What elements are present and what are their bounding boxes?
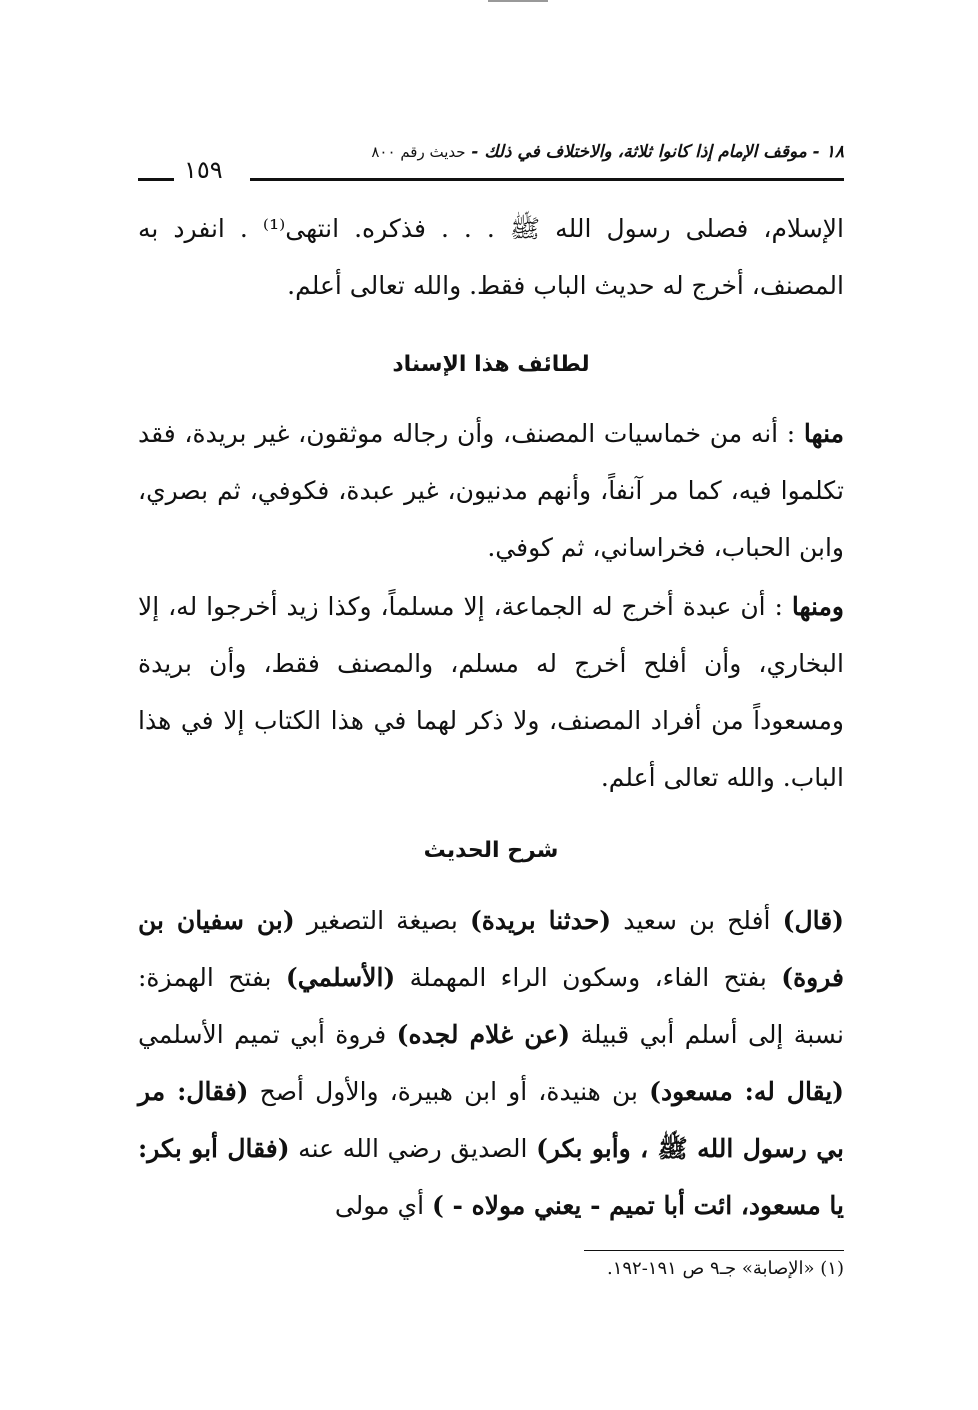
commentary: أي مولى: [334, 1191, 432, 1220]
commentary: بفتح الهمزة: نسبة إلى أسلم أبي قبيلة: [138, 963, 844, 1049]
header-rule-short: [138, 178, 174, 181]
commentary: بصيغة التصغير: [294, 906, 470, 935]
page-header: [138, 138, 844, 188]
hadith-number: حديث رقم ٨٠٠: [371, 143, 466, 161]
quoted-phrase: (بن سفيان بن فروة): [138, 906, 844, 992]
paragraph-lead: ومنها: [791, 592, 845, 621]
quoted-phrase: (فقال: مر بي رسول الله ﷺ ، وأبو بكر): [138, 1077, 844, 1163]
footnote: (١) «الإصابة» جـ٩ ص ١٩١-١٩٢.: [606, 1258, 844, 1279]
section-title-isnad: لطائف هذا الإسناد: [392, 352, 590, 377]
isnad-paragraph-2: [138, 578, 844, 806]
isnad-paragraph-1: [138, 405, 844, 576]
sharh-text: [138, 892, 844, 1234]
commentary: الصديق رضي الله عنه: [289, 1134, 537, 1163]
quoted-phrase: (الأسلمي): [285, 963, 396, 992]
commentary: فروة أبي تميم الأسلمي: [138, 1020, 397, 1049]
section-title-sharh: شرح الحديث: [423, 838, 559, 863]
page-number: ١٥٩: [184, 156, 223, 184]
header-rule: [250, 178, 844, 181]
commentary: بفتح الفاء، وسكون الراء المهملة: [395, 963, 782, 992]
intro-text: الإسلام، فصلى رسول الله ﷺ . . . فذكره. انتهى⁽¹⁾ . انفرد به المصنف، أخرج له حديث الباب فقط. والله تعالى أعلم.: [138, 214, 844, 300]
isnad-paragraph-2-text: [138, 578, 844, 806]
quoted-phrase: (قال): [782, 906, 844, 935]
intro-paragraph: [138, 200, 844, 314]
quoted-phrase: (فقال أبو بكر: يا مسعود، ائت أبا تميم - يعني مولاه - ): [138, 1134, 844, 1220]
paragraph-body: : أنه من خماسيات المصنف، وأن رجاله موثقون، غير بريدة، فقد تكلموا فيه، كما مر آنفاً، وأنهم مدنيون، غير عبدة، فكوفي، ثم بصري، وابن الحباب، فخراساني، ثم كوفي.: [138, 419, 844, 562]
chapter-title: ١٨ - موقف الإمام إذا كانوا ثلاثة، والاختلاف في ذلك -: [471, 142, 844, 162]
quoted-phrase: (عن غلام لجده): [396, 1020, 571, 1049]
commentary: أفلح بن سعيد: [611, 906, 783, 935]
running-title: [371, 142, 844, 162]
sharh-paragraph: [138, 892, 844, 1234]
quoted-phrase: (يقال له: مسعود): [649, 1077, 844, 1106]
scan-top-mark: [488, 0, 548, 2]
footnote-rule: [584, 1250, 844, 1251]
paragraph-body: : أن عبدة أخرج له الجماعة، إلا مسلماً، وكذا زيد أخرجوا له، إلا البخاري، وأن أفلح أخرج له مسلم، والمصنف فقط، وأن بريدة ومسعوداً من أفراد المصنف، ولا ذكر لهما في هذا الكتاب إلا في هذا الباب. والله تعالى أعلم.: [138, 592, 844, 792]
quoted-phrase: (حدثنا بريدة): [469, 906, 612, 935]
paragraph-lead: منها: [803, 419, 844, 448]
commentary: بن هنيدة، أو ابن هبيرة، والأول أصح: [248, 1077, 650, 1106]
isnad-paragraph-1-text: [138, 405, 844, 576]
